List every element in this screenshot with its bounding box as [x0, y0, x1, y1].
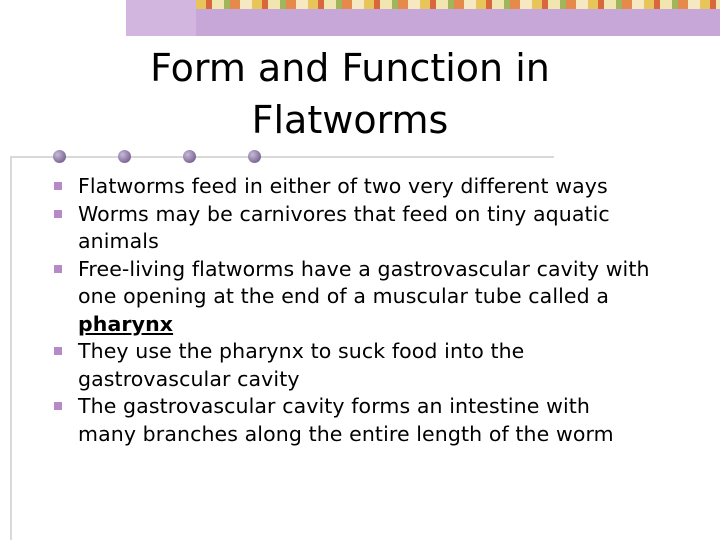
bullet-text: They use the pharynx to suck food into the gastrovascular cavity [78, 339, 525, 391]
bullet-item [54, 393, 654, 448]
bullet-text: Flatworms feed in either of two very different ways [78, 174, 608, 198]
bullet-text: Free-living flatworms have a gastrovascular cavity with one opening at the end of a muscular tube called a [78, 256, 650, 308]
square-bullet-icon [54, 402, 62, 410]
slide-title: Form and Function in Flatworms [150, 46, 550, 142]
bullet-item [54, 256, 654, 339]
bullet-text: Worms may be carnivores that feed on tiny aquatic animals [78, 201, 610, 253]
key-term-pharynx: pharynx [78, 311, 174, 336]
decorative-dot-icon [118, 150, 131, 163]
square-bullet-icon [54, 210, 62, 218]
decorative-dot-icon [53, 150, 66, 163]
bullet-item [54, 338, 654, 393]
square-bullet-icon [54, 347, 62, 355]
bullet-list [54, 173, 654, 448]
square-bullet-icon [54, 182, 62, 190]
square-bullet-icon [54, 265, 62, 273]
bullet-text: The gastrovascular cavity forms an intestine with many branches along the entire length of the worm [78, 394, 614, 446]
decorative-pattern-strip [196, 0, 720, 9]
decorative-vertical-line [10, 156, 12, 540]
decorative-dot-icon [183, 150, 196, 163]
decorative-horizontal-line [10, 156, 554, 158]
decorative-dot-icon [248, 150, 261, 163]
bullet-item [54, 201, 654, 256]
bullet-item [54, 173, 654, 201]
